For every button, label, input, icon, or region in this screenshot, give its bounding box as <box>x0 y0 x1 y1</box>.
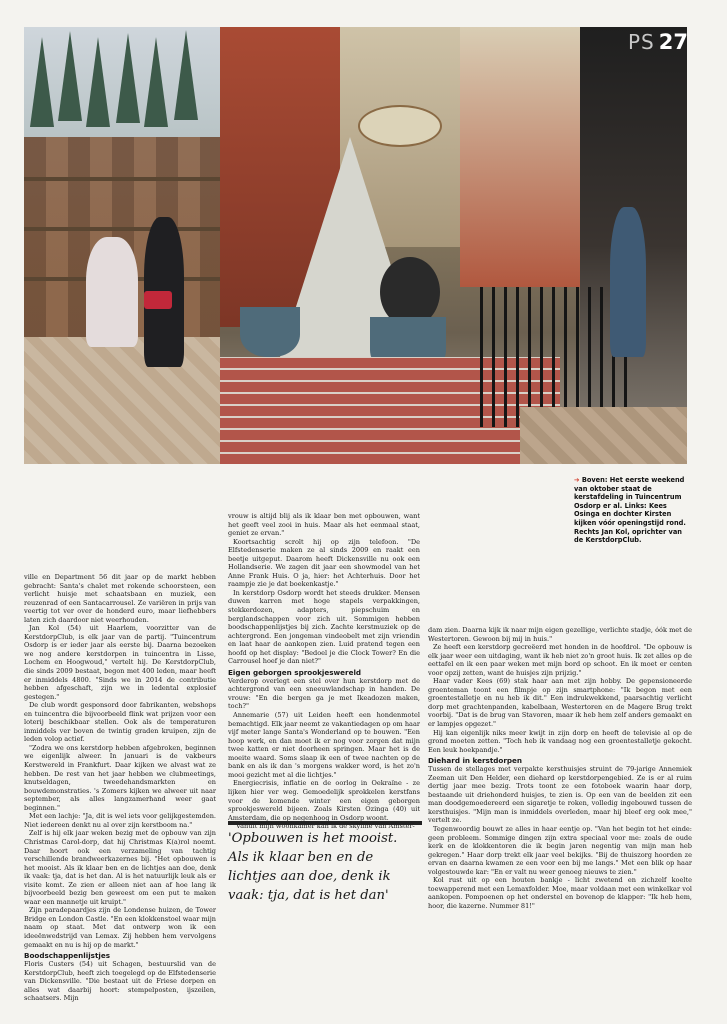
photo-caption <box>574 476 692 545</box>
paragraph: Met een lachje: "Ja, dit is wel iets voor gelijkgestemden. Niet iedereen denkt nu al over zijn kerstboom na." <box>24 812 216 829</box>
paragraph: Koortsachtig scrolt hij op zijn telefoon. "De Elfstedenserie maken ze al sinds 2009 en raakt een beetje uitgeput. Daarom heeft Dickensville nu ook een Hollandserie. We zagen dit jaar een showmodel van het Anne Frank Huis. O ja, hier: het Achterhuis. Door het raampje zie je dat boekenkastje." <box>228 537 420 589</box>
subheading: Diehard in kerstdorpen <box>428 756 523 766</box>
paragraph: Annemarie (57) uit Leiden heeft een hondenmotel bemachtigd. Elk jaar neemt ze vakantiedagen op om haar vijf meter lange Santa's Wonderland op te bouwen. "Een hoop werk, en dan moet ik er nog voor zorgen dat mijn twee katten er niet doorheen springen. Maar het is de moeite waard. Soms slaap ik een of twee nachten op de bank en als ik dan 's morgens wakker word, is het zo'n mooi gezicht met al die lichtjes." <box>228 711 420 779</box>
photo-trees-backdrop <box>24 27 220 137</box>
paragraph: Ze heeft een kerstdorp gecreëerd met honden in de hoofdrol. "De opbouw is elk jaar weer een uitdaging, want ik heb niet zo'n groot huis. Ik zet alles op de eettafel en ik een paar weken met mijn bord op schoot. En ik moet er centen voor opzij zetten, want de huisjes zijn prijzig." <box>428 643 692 677</box>
photo-fence <box>480 287 630 427</box>
paragraph: "Zodra we ons kerstdorp hebben afgebroken, beginnen we eigenlijk alweer. In januari is de vakbeurs Kerstwereld in Frankfurt. Daar kijken we alvast wat ze hebben. De rest van het jaar hebben we clubmeetings, knutseldagen, tweedehandsmarkten en bouwdemonstraties. 's Zomers kijken we alweer uit naar september, als alles langzamerhand weer gaat beginnen." <box>24 743 216 812</box>
section-label: PS <box>628 30 655 54</box>
paragraph: Zijn paradepaardjes zijn de Londense huizen, de Tower Bridge en London Castle. "En een klokkenstoel waar mijn naam op staat. Met dat ontwerp won ik een ideeënwedstrijd van Lemax. Zij hebben hem vervolgens gemaakt en nu is hij op de markt." <box>24 906 216 949</box>
paragraph: Haar vader Kees (69) stak haar aan met zijn hobby. De gepensioneerde groenteman toont een filmpje op zijn smartphone: "Ik begon met een groentestalletje en nu heb ik dit." Een indrukwekkend, paarsachtig verlicht dorp met grachtenpanden, kabelbaan, Westertoren en de Magere Brug trekt voorbij. "Dat is de brug van Stavoren, maar ik heb hem zelf anders gemaakt en er lampjes opgezet." <box>428 677 692 729</box>
paragraph: Jan Kol (54) uit Haarlem, voorzitter van de KerstdorpClub, is elk jaar van de partij. "Tuincentrum Osdorp is er ieder jaar als eerste bij. Daarna bezoeken we nog andere kerstdorpen in tuincentra in Lisse, Lochem en Hoogwoud," vertelt hij. De KerstdorpClub, die sinds 2009 bestaat, begon met 400 leden, maar heeft er inmiddels 4800. "Sinds we in 2014 de contributie hebben afgeschaft, zijn we in ledental explosief gestegen." <box>24 624 216 701</box>
page-number: 27 <box>658 30 688 54</box>
paragraph: "Vanuit mijn woonkamer kan ik de skyline van Amster- <box>233 822 415 831</box>
paragraph: Zelf is hij elk jaar weken bezig met de opbouw van zijn Christmas Carol-dorp, dat hij Christmas K(a)rol noemt. Daar hoort ook een verzameling van tachtig verschillende brandweerkazernes bij. "Het opbouwen is het mooist. Als ik klaar ben en de lichtjes aan doe, denk ik vaak: tja, dat is het dan. Al is het natuurlijk leuk als er visite komt. Ze zien er alleen niet aan af hoe lang ik bijvoorbeeld bezig ben geweest om een put te maken waar een mannetje uit kruipt." <box>24 829 216 906</box>
article-column-1 <box>24 573 216 1003</box>
pull-quote: 'Opbouwen is het mooist. Als ik klaar ben en de lichtjes aan doe, denk ik vaak: tja, dat is het dan' <box>228 821 422 905</box>
photo-person-woman <box>610 207 646 357</box>
paragraph: Verderop overlegt een stel over hun kerstdorp met de achtergrond van een sneeuwlandschap in handen. De vrouw: "En die bergen ga je met Ikeadozen maken, toch?" <box>228 676 420 711</box>
photo-shoppers <box>24 27 220 464</box>
paragraph: Hij kan eigenlijk niks meer kwijt in zijn dorp en heeft de televisie al op de grond moeten zetten. "Toch heb ik vandaag nog een groentestalletje gekocht. Een leuk hoekpandje." <box>428 728 692 754</box>
paragraph: Tegenwoordig bouwt ze alles in haar eentje op. "Van het begin tot het einde: geen probleem. Sommige dingen zijn extra speciaal voor me: zoals de oude kerk en de klokkentoren die ik begin jaren negentig van mijn man heb gekregen." Haar dorp trekt elk jaar veel bekijks. "Bij de thuiszorg hoorden ze ervan en daarna kwamen ze een voor een bij me langs." Met een blik op haar volgestouwde kar: "En er valt nu weer genoeg nieuws te zien." <box>428 825 692 876</box>
article-column-3 <box>428 626 692 911</box>
paragraph: dam zien. Daarna kijk ik naar mijn eigen gezellige, verlichte stadje, óók met de Westertoren. Gewoon bij mij in huis." <box>428 626 692 643</box>
subheading: Boodschappenlijstjes <box>24 951 111 961</box>
paragraph: Floris Custers (54) uit Schagen, bestuurslid van de KerstdorpClub, heeft zich toegelegd op de Elfstedenserie van Dickensville. "Die bestaat uit de Friese dorpen en alles wat daarbij hoort: stempelposten, ijszeilen, schaatsers. Mijn <box>24 960 216 1003</box>
article-column-2 <box>228 512 420 831</box>
paragraph: In kerstdorp Osdorp wordt het steeds drukker. Mensen duwen karren met hoge stapels verpakkingen, stekkerdozen, adapters, piepschuim en berglandschappen voor zich uit. Sommigen hebben boodschappenlijstjes bij zich. Zachte kerstmuziek op de achtergrond. Een jongeman vindeobelt met zijn vriendin en laat haar de aankopen zien. Luid pratend tegen een hoofd op het display: "Bedoel je die Clock Tower? En die Carrousel hoef je dan niet?" <box>228 588 420 666</box>
paragraph: Energiecrisis, inflatie en de oorlog in Oekraïne - ze lijken hier ver weg. Gemoedelijk sprokkelen kerstfans voor de komende winter een eigen geborgen sprookjeswereld bijeen. Zoals Kirsten Ozinga (40) uit Amsterdam, die op negenhoog in Osdorp woont. <box>228 779 420 822</box>
paragraph: vrouw is altijd blij als ik klaar ben met opbouwen, want het geeft veel zooi in huis. Maar als het eenmaal staat, geniet ze ervan." <box>228 512 420 538</box>
paragraph: Kol rust uit op een houten bankje - licht zwetend en zichzelf koelte toewapperend met een Lemaxfolder. Moe, maar voldaan met een winkelkar vol aankopen. Pompoenen op het onderstel en bovenop de klapper: "Ik heb hem, hoor, die kazerne. Nummer 81!" <box>428 876 692 910</box>
photo-basket <box>144 291 172 309</box>
photo-person-girl <box>86 237 138 347</box>
paragraph: ville en Department 56 dit jaar op de markt hebben gebracht: Santa's chalet met rokende schoorsteen, een verlicht huisje met schaatsbaan en muziek, een reuzenrad of een Santacarrousel. Ze variëren in prijs van veertig tot ver over de honderd euro, maar liefhebbers laten zich daardoor niet weerhouden. <box>24 573 216 624</box>
arrow-icon: ➔ <box>574 476 580 484</box>
section-header <box>628 30 690 54</box>
caption-text: Boven: Het eerste weekend van oktober staat de kerstafdeling in Tuincentrum Osdorp er al. Links: Kees Osinga en dochter Kirsten kijken vóór openingstijd rond. Rechts Jan Kol, oprichter van de KerstdorpClub. <box>574 476 686 545</box>
paragraph: Tussen de stellages met verpakte kersthuisjes struint de 79-jarige Annemiek Zeeman uit Den Helder, een diehard op kerstdorpengebied. Ze is er al ruim dertig jaar mee bezig. Trots toont ze een fotoboek waarin haar dorp, bestaande uit driehonderd huisjes, te zien is. Op een van de beelden zit een man doodgemoedereerd een sigaretje te roken, volledig ingebouwd tussen de kersthuisjes. "Mijn man is inmiddels overleden, maar hij bleef erg ook mee," vertelt ze. <box>428 765 692 825</box>
photo-christmas-village <box>220 27 687 464</box>
paragraph: De club wordt gesponsord door fabrikanten, webshops en tuincentra die bijvoorbeeld flink wat prijzen voor een loterij beschikbaar stellen. Ook als de temperaturen inmiddels ver boven de twintig graden kruipen, zijn de leden volop actief. <box>24 701 216 744</box>
subheading: Eigen geborgen sprookjeswereld <box>228 667 362 677</box>
